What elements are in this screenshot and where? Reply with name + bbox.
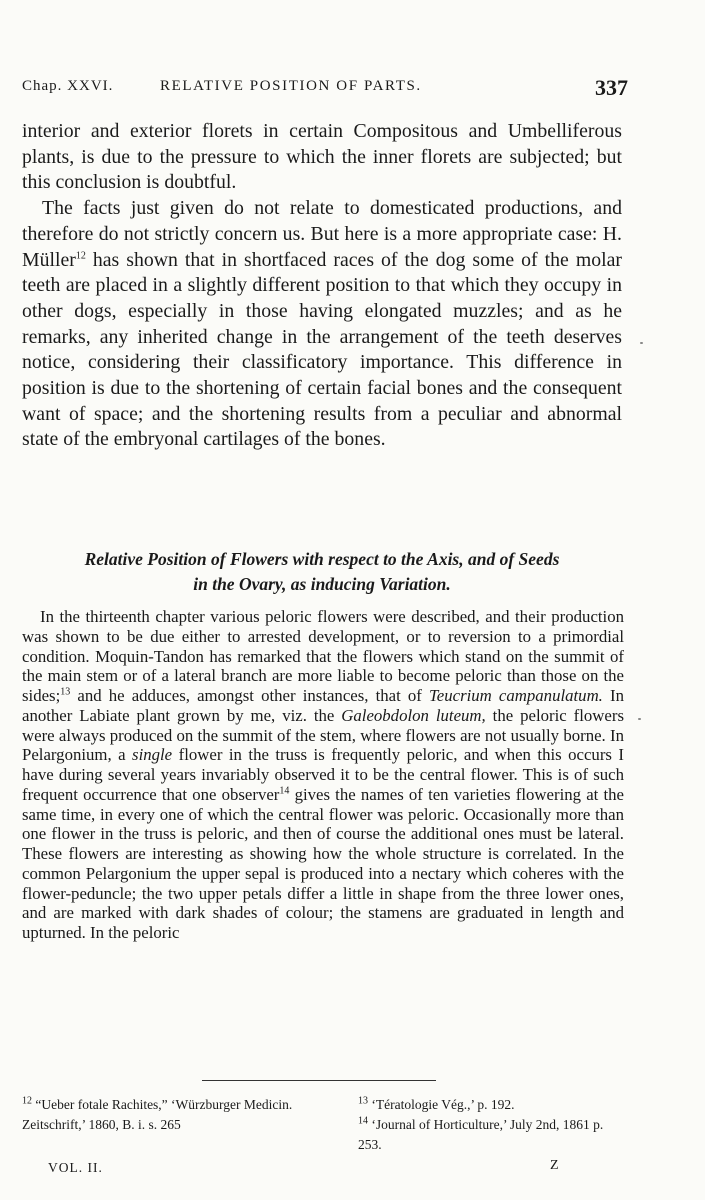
body-text bbox=[22, 119, 622, 453]
text-run: In another Labiate plant grown by me, viz. the bbox=[22, 686, 625, 725]
footnote-ref-12: 12 bbox=[75, 249, 86, 261]
text-run: In the thirteenth chapter various peloric flowers were described, and their production was shown to be due either to arrested development, or to reversion to a primordial condition. Moquin-Tandon has remarked that the flowers which stand on the summit of the main stem or of a lateral branch are more liable to become peloric than those on the sides; bbox=[22, 607, 624, 705]
footnotes-13-14 bbox=[358, 1095, 628, 1155]
footnote-12 bbox=[22, 1095, 322, 1135]
volume-signature: VOL. II. bbox=[48, 1160, 103, 1175]
paragraph-text: The facts just given do not relate to domesticated productions, and therefore do not strictly concern us. But here is a more appropriate case: H. Müller bbox=[22, 197, 622, 271]
print-speck bbox=[638, 718, 641, 720]
emphasis: single bbox=[132, 745, 173, 765]
print-speck bbox=[640, 342, 643, 344]
chapter-label: Chap. XXVI. bbox=[22, 78, 114, 94]
footnote-text: ‘Journal of Horticulture,’ July 2nd, 1861 p. 253. bbox=[358, 1117, 604, 1152]
section-heading-line: in the Ovary, as inducing Variation. bbox=[193, 574, 451, 594]
footnote-14 bbox=[358, 1115, 628, 1155]
footnote-divider bbox=[202, 1080, 436, 1081]
paragraph-continued: interior and exterior florets in certain Compositous and Umbelliferous plants, is due to the pressure to which the inner florets are subjected; but this conclusion is doubtful. bbox=[22, 120, 622, 194]
small-body-text bbox=[22, 607, 624, 943]
section-heading-line: Relative Position of Flowers with respect to the Axis, and of Seeds bbox=[84, 549, 560, 569]
species-name: Galeobdolon luteum, bbox=[341, 705, 486, 725]
section-heading bbox=[22, 547, 622, 597]
page-number: 337 bbox=[595, 75, 628, 100]
running-header bbox=[22, 75, 628, 108]
footnote-number: 14 bbox=[358, 1115, 368, 1127]
footnote-text: “Ueber fotale Rachites,” ‘Würzburger Medicin. Zeitschrift,’ 1860, B. i. s. 265 bbox=[22, 1097, 293, 1132]
species-name: Teucrium campanulatum. bbox=[429, 686, 603, 705]
paragraph-text: has shown that in shortfaced races of the dog some of the molar teeth are placed in a slightly different position to that which they occupy in other dogs, especially in those having elongated muzzles; and as he remarks, any inherited change in the arrangement of the teeth deserves notice, considering their classificatory importance. This difference in position is due to the shortening of certain facial bones and the consequent want of space; and the shortening results from a peculiar and abnormal state of the embryonal cartilages of the bones. bbox=[22, 248, 622, 451]
paragraph-peloric-flowers bbox=[22, 607, 624, 943]
running-title: RELATIVE POSITION OF PARTS. bbox=[160, 78, 422, 94]
text-run: the peloric flowers were always produced on the summit of the stem, where flowers are not usually borne. In Pelargonium, a bbox=[22, 705, 624, 765]
footnote-13 bbox=[358, 1095, 628, 1115]
gathering-signature: Z bbox=[550, 1158, 559, 1173]
text-run: flower in the truss is frequently peloric, and when this occurs I have during several years invariably observed it to be the central flower. This is of such frequent occurrence that one observer bbox=[22, 745, 624, 804]
footnote-number: 13 bbox=[358, 1095, 368, 1107]
footnote-ref-14: 14 bbox=[279, 785, 290, 797]
footnote-number: 12 bbox=[22, 1095, 32, 1107]
paragraph-dog-teeth bbox=[22, 196, 622, 453]
footnote-ref-13: 13 bbox=[60, 686, 71, 698]
text-run: gives the names of ten varieties flowering at the same time, in every one of which the central flower was peloric. Occasionally more than one flower in the truss is peloric, and then of course the additional ones must be lateral. These flowers are interesting as showing how the whole structure is correlated. In the common Pelargonium the upper sepal is produced into a nectary which coheres with the flower-peduncle; the two upper petals differ a little in shape from the three lower ones, and are marked with dark shades of colour; the stamens are graduated in length and upturned. In the peloric bbox=[22, 784, 624, 942]
text-run: and he adduces, amongst other instances, that of bbox=[70, 686, 430, 705]
footnote-text: ‘Tératologie Vég.,’ p. 192. bbox=[368, 1097, 515, 1112]
